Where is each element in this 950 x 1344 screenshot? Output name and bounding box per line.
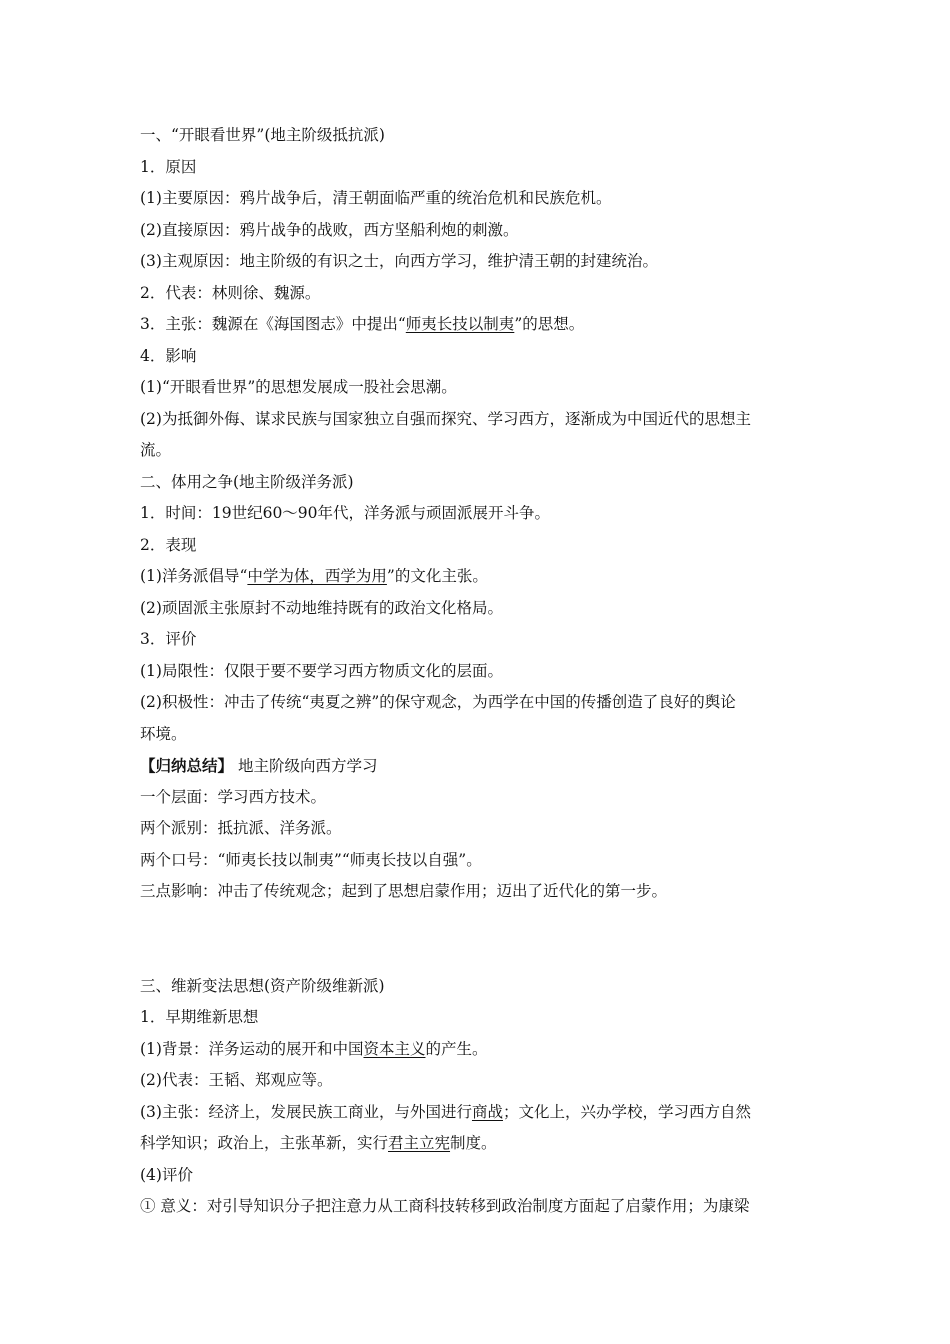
time-line: 1．时间：19世纪60～90年代，洋务派与顽固派展开斗争。 — [140, 504, 551, 522]
early-claim-line2 — [140, 1128, 820, 1160]
early-claim-prefix: (3)主张：经济上，发展民族工商业，与外国进行 — [140, 1102, 472, 1121]
summary-heading — [140, 750, 820, 782]
summary-factions: 两个派别：抵抗派、洋务派。 — [140, 819, 342, 837]
perf-2: (2)顽固派主张原封不动地维持既有的政治文化格局。 — [140, 598, 503, 617]
eval-1: (1)局限性：仅限于要不要学习西方物质文化的层面。 — [140, 661, 503, 680]
claim-line — [140, 309, 820, 341]
early-claim-middle: ；文化上，兴办学校，学习西方自然 — [502, 1102, 751, 1121]
section2-heading: 二、体用之争(地主阶级洋务派) — [140, 472, 354, 491]
early-eval-title: (4)评价 — [140, 1165, 193, 1184]
impact-1: (1)“开眼看世界”的思想发展成一股社会思潮。 — [140, 378, 457, 396]
background-keyword: 资本主义 — [363, 1039, 426, 1058]
early-claim-line2-suffix: 制度。 — [450, 1134, 497, 1152]
summary-effects: 三点影响：冲击了传统观念；起到了思想启蒙作用；迈出了近代化的第一步。 — [140, 882, 668, 900]
perf-1 — [140, 561, 820, 593]
impact-2-line2: 流。 — [140, 441, 172, 459]
perf-1-keyword: 中学为体，西学为用 — [247, 567, 387, 585]
summary-slogans: 两个口号：“师夷长技以制夷”“师夷长技以自强”。 — [140, 850, 482, 869]
early-claim-line2-prefix: 科学知识；政治上，主张革新，实行 — [140, 1134, 389, 1152]
early-claim-keyword-2: 君主立宪 — [388, 1134, 451, 1152]
cause-title: 1．原因 — [140, 157, 197, 176]
early-claim-keyword-1: 商战 — [471, 1102, 503, 1121]
early-claim-line1 — [140, 1097, 820, 1129]
perf-title: 2．表现 — [140, 535, 197, 554]
claim-prefix: 3．主张：魏源在《海国图志》中提出“ — [140, 315, 406, 333]
representatives: 2．代表：林则徐、魏源。 — [140, 283, 321, 302]
cause-main: (1)主要原因：鸦片战争后，清王朝面临严重的统治危机和民族危机。 — [140, 189, 612, 207]
early-meaning: ① 意义：对引导知识分子把注意力从工商科技转移到政治制度方面起了启蒙作用；为康梁 — [140, 1197, 750, 1215]
summary-level: 一个层面：学习西方技术。 — [140, 787, 327, 806]
background-line — [140, 1034, 820, 1066]
impact-2-line1: (2)为抵御外侮、谋求民族与国家独立自强而探究、学习西方，逐渐成为中国近代的思想主 — [140, 409, 751, 428]
perf-1-suffix: ”的文化主张。 — [386, 567, 488, 585]
summary-title: 地主阶级向西方学习 — [233, 757, 378, 775]
cause-subjective: (3)主观原因：地主阶级的有识之士，向西方学习，维护清王朝的封建统治。 — [140, 252, 658, 270]
background-suffix: 的产生。 — [425, 1039, 488, 1058]
eval-2-line1: (2)积极性：冲击了传统“夷夏之辨”的保守观念，为西学在中国的传播创造了良好的舆论 — [140, 693, 736, 711]
section1-heading: 一、“开眼看世界”(地主阶级抵抗派) — [140, 126, 385, 144]
early-title: 1．早期维新思想 — [140, 1008, 259, 1026]
claim-keyword: 师夷长技以制夷 — [405, 315, 515, 333]
document-page — [140, 120, 820, 1223]
claim-suffix: ”的思想。 — [514, 315, 585, 333]
background-prefix: (1)背景：洋务运动的展开和中国 — [140, 1039, 364, 1058]
section3-heading: 三、维新变法思想(资产阶级维新派) — [140, 976, 385, 995]
eval-title: 3．评价 — [140, 630, 197, 648]
section-spacer — [140, 908, 820, 971]
perf-1-prefix: (1)洋务派倡导“ — [140, 567, 248, 585]
impact-title: 4．影响 — [140, 346, 197, 365]
eval-2-line2: 环境。 — [140, 724, 187, 743]
summary-tag: 【归纳总结】 — [140, 756, 234, 775]
cause-direct: (2)直接原因：鸦片战争的战败，西方坚船利炮的刺激。 — [140, 220, 519, 239]
early-representatives: (2)代表：王韬、郑观应等。 — [140, 1071, 333, 1089]
